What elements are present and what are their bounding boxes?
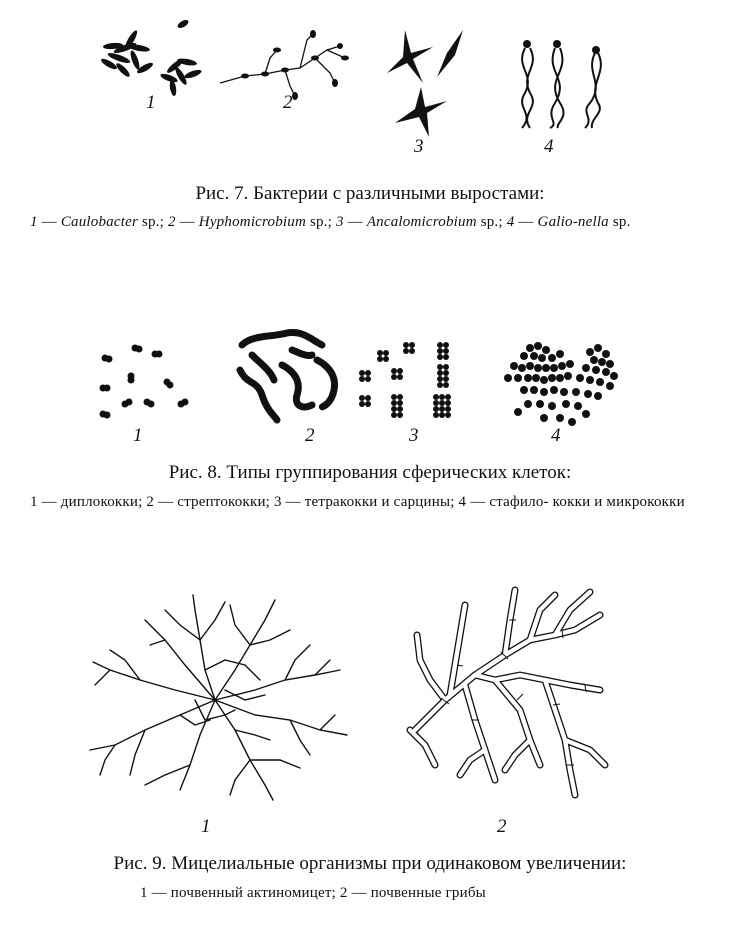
fig7-legend: 1 — Caulobacter sp.; 2 — Hyphomicrobium sp.; 3 — Ancalomicrobium sp.; 4 — Galio-nella sp. xyxy=(30,214,631,230)
fig8-label-2: 2 xyxy=(305,425,315,446)
fig7-label-1: 1 xyxy=(146,92,156,113)
fig8-label-4: 4 xyxy=(551,425,561,446)
soil-fungi-illustration xyxy=(405,580,615,805)
fig9-label-2: 2 xyxy=(497,816,507,837)
fig9-legend: 1 — почвенный актиномицет; 2 — почвенные грибы xyxy=(140,885,486,901)
fig7-label-3: 3 xyxy=(414,136,424,157)
fig8-legend: 1 — диплококки; 2 — стрептококки; 3 — тетракокки и сарцины; 4 — стафило- кокки и микрококки xyxy=(30,494,685,510)
fig7-label-4: 4 xyxy=(544,136,554,157)
actinomycete-illustration xyxy=(85,590,355,805)
fig7-label-2: 2 xyxy=(283,92,293,113)
fig8-caption: Рис. 8. Типы группирования сферических клеток: xyxy=(168,462,572,483)
fig9-caption: Рис. 9. Мицелиальные организмы при одинаковом увеличении: xyxy=(113,853,627,874)
fig8-label-3: 3 xyxy=(409,425,419,446)
fig9-label-1: 1 xyxy=(201,816,211,837)
fig7-caption: Рис. 7. Бактерии с различными выростами: xyxy=(195,183,545,204)
fig8-label-1: 1 xyxy=(133,425,143,446)
